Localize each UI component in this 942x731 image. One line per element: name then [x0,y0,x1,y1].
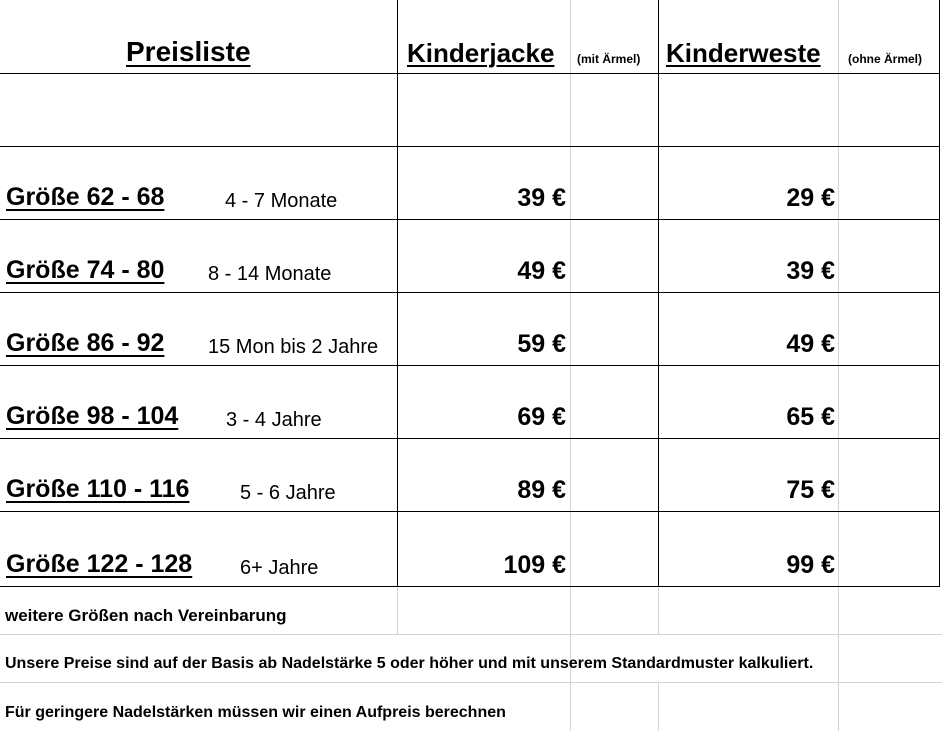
size-label: Größe 122 - 128 [6,550,193,578]
table-border [0,365,940,366]
column-note-ohne-aermel: (ohne Ärmel) [848,52,923,66]
gridline [658,586,659,634]
column-header-kinderweste: Kinderweste [666,38,821,68]
price-jacke: 39 € [517,184,566,212]
more-sizes-note: weitere Größen nach Vereinbarung [5,606,287,625]
page-title: Preisliste [126,36,251,67]
table-border [0,146,940,147]
surcharge-note: Für geringere Nadelstärken müssen wir einen Aufpreis berechnen [5,704,506,721]
size-label: Größe 98 - 104 [6,402,179,430]
gridline [0,682,942,683]
age-range: 3 - 4 Jahre [226,409,322,431]
column-header-kinderjacke: Kinderjacke [407,38,555,68]
column-note-mit-aermel: (mit Ärmel) [577,52,641,66]
size-label: Größe 110 - 116 [6,475,190,503]
price-jacke: 49 € [517,257,566,285]
price-weste: 99 € [786,551,835,579]
age-range: 15 Mon bis 2 Jahre [208,336,379,358]
age-range: 6+ Jahre [240,557,319,579]
table-border [0,219,940,220]
size-label: Größe 74 - 80 [6,256,165,284]
price-weste: 65 € [786,403,835,431]
table-border [0,586,940,587]
price-jacke: 69 € [517,403,566,431]
price-jacke: 59 € [517,330,566,358]
price-weste: 29 € [786,184,835,212]
table-border [0,73,940,74]
size-label: Größe 62 - 68 [6,183,165,211]
age-range: 5 - 6 Jahre [240,482,336,504]
gridline [397,586,398,634]
table-border [397,0,398,586]
price-weste: 75 € [786,476,835,504]
table-border [0,511,940,512]
price-weste: 49 € [786,330,835,358]
table-border [0,292,940,293]
table-border [939,0,940,586]
price-jacke: 109 € [503,551,566,579]
pricing-basis-note: Unsere Preise sind auf der Basis ab Nadelstärke 5 oder höher und mit unserem Standardmuster kalkuliert. [5,655,814,672]
gridline [658,682,659,731]
gridline [0,634,942,635]
price-weste: 39 € [786,257,835,285]
age-range: 8 - 14 Monate [208,263,332,285]
size-label: Größe 86 - 92 [6,329,165,357]
price-jacke: 89 € [517,476,566,504]
table-border [0,438,940,439]
table-border [658,0,659,586]
age-range: 4 - 7 Monate [225,190,338,212]
